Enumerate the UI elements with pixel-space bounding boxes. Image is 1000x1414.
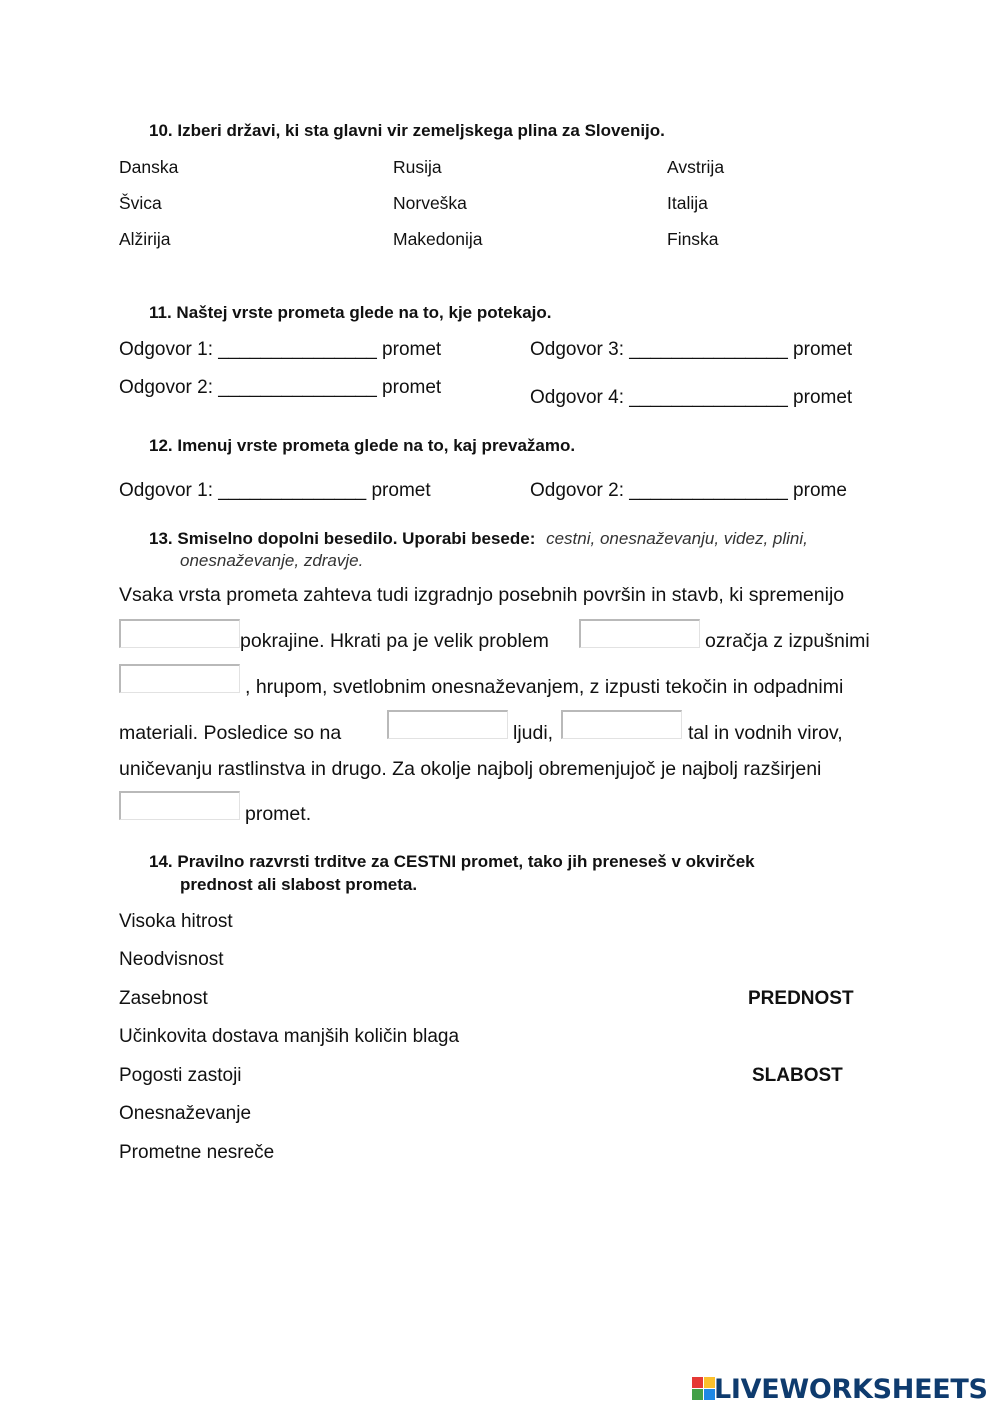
q13-text-line-5: uničevanju rastlinstva in drugo. Za okolje najbolj obremenjujoč je najbolj razširjeni	[119, 758, 822, 780]
q11-answer-4[interactable]: Odgovor 4: _______________ promet	[530, 387, 853, 408]
liveworksheets-logo-icon	[692, 1377, 716, 1401]
q10-option-makedonija[interactable]: Makedonija	[393, 229, 483, 249]
q14-item-ucinkovita-dostava[interactable]: Učinkovita dostava manjših količin blaga	[119, 1026, 460, 1047]
q14-item-onesnazevanje[interactable]: Onesnaževanje	[119, 1103, 252, 1124]
q11-title: 11. Naštej vrste prometa glede na to, kje potekajo.	[149, 303, 552, 322]
q13-text-line-4c: tal in vodnih virov,	[688, 722, 843, 744]
q12-title: 12. Imenuj vrste prometa glede na to, kaj prevažamo.	[149, 436, 576, 455]
q13-text-line-2a: pokrajine. Hkrati pa je velik problem	[240, 630, 549, 652]
q13-text-line-3: , hrupom, svetlobnim onesnaževanjem, z izpusti tekočin in odpadnimi	[245, 676, 844, 698]
q11-answer-2[interactable]: Odgovor 2: _______________ promet	[119, 377, 442, 398]
q13-title-bold: 13. Smiselno dopolni besedilo. Uporabi besede:	[149, 529, 536, 548]
q14-item-pogosti-zastoji[interactable]: Pogosti zastoji	[119, 1065, 242, 1086]
q10-option-norveska[interactable]: Norveška	[393, 193, 467, 213]
q13-text-line-1: Vsaka vrsta prometa zahteva tudi izgradnjo posebnih površin in stavb, ki spremenijo	[119, 584, 845, 606]
q13-text-line-6: promet.	[245, 803, 312, 825]
q13-blank-6[interactable]	[119, 791, 240, 820]
q13-word-list: cestni, onesnaževanju, videz, plini,	[546, 529, 808, 548]
q14-title-cont: prednost ali slabost prometa.	[180, 875, 418, 894]
q13-blank-1[interactable]	[119, 619, 240, 648]
q12-answer-1[interactable]: Odgovor 1: ______________ promet	[119, 480, 431, 501]
q11-answer-3[interactable]: Odgovor 3: _______________ promet	[530, 339, 853, 360]
q10-option-italija[interactable]: Italija	[667, 193, 708, 213]
q10-option-rusija[interactable]: Rusija	[393, 157, 442, 177]
q14-item-prometne-nesrece[interactable]: Prometne nesreče	[119, 1142, 275, 1163]
q10-title: 10. Izberi državi, ki sta glavni vir zemeljskega plina za Slovenijo.	[149, 121, 665, 140]
q13-blank-2[interactable]	[579, 619, 700, 648]
q14-title: 14. Pravilno razvrsti trditve za CESTNI promet, tako jih preneseš v okvirček	[149, 852, 755, 871]
q13-blank-3[interactable]	[119, 664, 240, 693]
q10-option-danska[interactable]: Danska	[119, 157, 179, 177]
q14-item-visoka-hitrost[interactable]: Visoka hitrost	[119, 911, 233, 932]
q10-option-svica[interactable]: Švica	[119, 193, 162, 213]
q13-blank-5[interactable]	[561, 710, 682, 739]
q13-text-line-4a: materiali. Posledice so na	[119, 722, 342, 744]
q14-drop-slabost[interactable]: SLABOST	[752, 1065, 843, 1086]
q10-option-avstrija[interactable]: Avstrija	[667, 157, 725, 177]
q13-blank-4[interactable]	[387, 710, 508, 739]
q14-item-zasebnost[interactable]: Zasebnost	[119, 988, 208, 1009]
q13-text-line-4b: ljudi,	[513, 722, 554, 744]
q13-title	[149, 529, 808, 549]
q10-option-alzirija[interactable]: Alžirija	[119, 229, 171, 249]
q14-drop-prednost[interactable]: PREDNOST	[748, 988, 854, 1009]
q10-option-finska[interactable]: Finska	[667, 229, 719, 249]
q13-text-line-2b: ozračja z izpušnimi	[705, 630, 870, 652]
q12-answer-2[interactable]: Odgovor 2: _______________ prome	[530, 480, 847, 501]
q13-word-list-cont: onesnaževanje, zdravje.	[180, 551, 364, 570]
q11-answer-1[interactable]: Odgovor 1: _______________ promet	[119, 339, 442, 360]
liveworksheets-logo-text: LIVEWORKSHEETS	[714, 1374, 988, 1405]
q14-item-neodvisnost[interactable]: Neodvisnost	[119, 949, 224, 970]
